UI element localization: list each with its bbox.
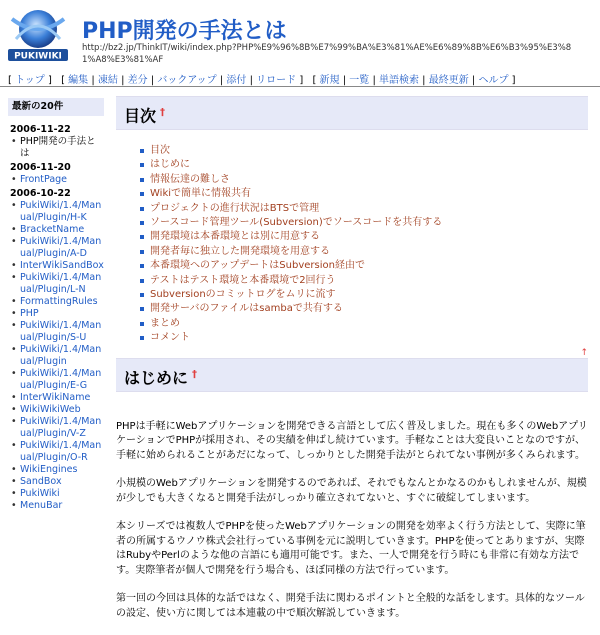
sidebar-item[interactable] <box>8 344 104 368</box>
toc-link[interactable]: はじめに <box>150 159 190 171</box>
toc-link[interactable]: 情報伝達の難しさ <box>150 173 230 185</box>
nav-link-group2-3[interactable]: バックアップ <box>157 75 217 86</box>
section-heading-intro-anchor[interactable]: † <box>192 368 198 380</box>
sidebar-item-link[interactable]: FrontPage <box>20 174 68 185</box>
sidebar-item[interactable] <box>8 236 104 260</box>
nav-link-group2-0[interactable]: 編集 <box>68 75 89 86</box>
sidebar-item-link[interactable]: InterWikiName <box>20 392 91 403</box>
sidebar-item-link[interactable]: PukiWiki/1.4/Manual/Plugin/E-G <box>20 368 102 391</box>
sidebar-item[interactable] <box>8 500 104 512</box>
sidebar-item-link[interactable]: PukiWiki/1.4/Manual/Plugin <box>20 344 102 367</box>
toc-item[interactable] <box>142 187 588 201</box>
pukiwiki-logo[interactable] <box>6 5 70 63</box>
toc-item[interactable] <box>142 302 588 316</box>
sidebar-item[interactable] <box>8 320 104 344</box>
toc-item[interactable] <box>142 274 588 288</box>
sidebar-item[interactable] <box>8 200 104 224</box>
top-arrow-icon[interactable]: ↑ <box>580 347 588 358</box>
sidebar-item-link[interactable]: PukiWiki/1.4/Manual/Plugin/A-D <box>20 236 102 259</box>
sidebar-item[interactable] <box>8 416 104 440</box>
section-heading-intro-text: はじめに <box>124 368 189 388</box>
toc-link[interactable]: 開発者毎に独立した開発環境を用意する <box>150 245 330 257</box>
toc-item[interactable] <box>142 317 588 331</box>
sidebar-item-link[interactable]: PukiWiki/1.4/Manual/Plugin/S-U <box>20 320 102 343</box>
table-of-contents <box>116 144 588 346</box>
sidebar-item[interactable] <box>8 368 104 392</box>
svg-text:PUKIWIKI: PUKIWIKI <box>14 51 62 62</box>
intro-paragraphs <box>116 420 588 622</box>
sidebar-item[interactable] <box>8 392 104 404</box>
toc-link[interactable]: テストはテスト環境と本番環境で2回行う <box>150 274 336 286</box>
toc-link[interactable]: まとめ <box>150 317 180 329</box>
toc-item[interactable] <box>142 230 588 244</box>
toc-heading-text: 目次 <box>124 106 157 126</box>
sidebar-item[interactable] <box>8 440 104 464</box>
nav-link-group3-2[interactable]: 単語検索 <box>379 75 419 86</box>
section-heading-intro <box>116 358 588 392</box>
nav-toolbar <box>8 71 598 86</box>
nav-group-1: [ トップ ] <box>8 75 52 86</box>
toc-link[interactable]: Wikiで簡単に情報共有 <box>150 188 252 200</box>
sidebar-item-link[interactable]: PukiWiki <box>20 488 60 499</box>
main-content <box>116 96 588 635</box>
toc-item[interactable] <box>142 202 588 216</box>
sidebar-date: 2006-11-20 <box>10 162 71 173</box>
toc-link[interactable]: 本番環境へのアップデートはSubversion経由で <box>150 260 365 272</box>
nav-link-group2-4[interactable]: 添付 <box>226 75 247 86</box>
sidebar-item-link[interactable]: InterWikiSandBox <box>20 260 104 271</box>
back-to-top-link[interactable] <box>116 348 588 358</box>
nav-link-group3-4[interactable]: ヘルプ <box>478 75 509 86</box>
header-divider <box>0 86 600 87</box>
toc-item[interactable] <box>142 259 588 273</box>
sidebar-item[interactable] <box>8 404 104 416</box>
sidebar-item-link[interactable]: WikiWikiWeb <box>20 404 81 415</box>
nav-link-group2-2[interactable]: 差分 <box>127 75 148 86</box>
sidebar-date: 2006-10-22 <box>10 188 71 199</box>
page-header <box>0 0 600 68</box>
page-url: http://bz2.jp/ThinkIT/wiki/index.php?PHP%E9%96%8B%E7%99%BA%E3%81%AE%E6%89%8B%E6%B3%95%E3%81%A8%E3%81%AF <box>82 43 572 65</box>
nav-link-group2-1[interactable]: 凍結 <box>97 75 118 86</box>
toc-link[interactable]: コメント <box>150 332 190 344</box>
page-title[interactable]: PHP開発の手法とは <box>82 19 287 44</box>
sidebar-item-current: PHP開発の手法とは <box>20 136 96 159</box>
toc-link[interactable]: Subversionのコミットログをムリに流す <box>150 289 336 301</box>
toc-item[interactable] <box>142 158 588 172</box>
sidebar-item-link[interactable]: PukiWiki/1.4/Manual/Plugin/H-K <box>20 200 102 223</box>
sidebar-item-link[interactable]: SandBox <box>20 476 62 487</box>
sidebar-item[interactable] <box>8 308 104 320</box>
nav-group-2: [ 編集 | 凍結 | 差分 | バックアップ | 添付 | リロード ] <box>61 75 304 86</box>
toc-item[interactable] <box>142 216 588 230</box>
toc-heading <box>116 96 588 130</box>
nav-link-group3-1[interactable]: 一覧 <box>349 75 370 86</box>
sidebar-item-link[interactable]: PukiWiki/1.4/Manual/Plugin/L-N <box>20 272 102 295</box>
sidebar-item-link[interactable]: PukiWiki/1.4/Manual/Plugin/V-Z <box>20 416 102 439</box>
sidebar-item[interactable] <box>8 296 104 308</box>
toc-heading-anchor[interactable]: † <box>160 107 166 118</box>
recent-changes-sidebar <box>8 98 104 512</box>
toc-item[interactable] <box>142 245 588 259</box>
sidebar-item[interactable] <box>8 224 104 236</box>
sidebar-item[interactable] <box>8 476 104 488</box>
nav-group-3: [ 新規 | 一覧 | 単語検索 | 最終更新 | ヘルプ ] <box>312 75 516 86</box>
paragraph: 本シリーズでは複数人でPHPを使ったWebアプリケーションの開発を効率よく行う方法として、実際に筆者の所属するウノウ株式会社行っている事例を元に説明していきます。PHPを使ってとありますが、実際はRubyやPerlのような他の言語にも適用可能です。また、一人で開発を行う時にも非常に有効な方法です。実際筆者が個人で開発を行う場合も、ほぼ同様の方法で行っています。 <box>116 521 586 576</box>
sidebar-item[interactable] <box>8 464 104 476</box>
paragraph: PHPは手軽にWebアプリケーションを開発できる言語として広く普及しました。現在も多くのWebアプリケーションでPHPが採用され、その実績を伸ばし続けています。手軽なことは大変良いことなのですが、手軽に始められることがあだになって、しっかりとした開発手法がとられてない事例が多くみられます。 <box>116 420 588 461</box>
sidebar-item-link[interactable]: PHP <box>20 308 39 319</box>
sidebar-item-link[interactable]: WikiEngines <box>20 464 78 475</box>
nav-link-group1-0[interactable]: トップ <box>15 75 45 86</box>
sidebar-item[interactable] <box>8 488 104 500</box>
toc-link[interactable]: 開発サーバのファイルはsambaで共有する <box>150 303 343 315</box>
paragraph: 第一回の今回は具体的な話ではなく、開発手法に関わるポイントと全般的な話をします。具体的なツールの設定、使い方に関しては本連載の中で順次解説していきます。 <box>116 593 585 619</box>
toc-item[interactable] <box>142 331 588 345</box>
sidebar-item-link[interactable]: PukiWiki/1.4/Manual/Plugin/O-R <box>20 440 102 463</box>
sidebar-item-link[interactable]: MenuBar <box>20 500 63 511</box>
nav-link-group3-3[interactable]: 最終更新 <box>428 75 469 86</box>
toc-link[interactable]: 目次 <box>150 145 170 156</box>
toc-link[interactable]: 開発環境は本番環境とは別に用意する <box>150 231 320 243</box>
sidebar-item[interactable] <box>8 174 104 186</box>
toc-item[interactable] <box>142 144 588 158</box>
sidebar-date: 2006-11-22 <box>10 124 71 135</box>
sidebar-item-link[interactable]: FormattingRules <box>20 296 98 307</box>
toc-link[interactable]: ソースコード管理ツール(Subversion)でソースコードを共有する <box>150 217 443 229</box>
nav-link-group3-0[interactable]: 新規 <box>319 75 340 86</box>
sidebar-list <box>8 174 104 186</box>
toc-item[interactable] <box>142 173 588 187</box>
sidebar-list <box>8 200 104 512</box>
sidebar-item[interactable] <box>8 272 104 296</box>
sidebar-item-link[interactable]: BracketName <box>20 224 85 235</box>
nav-link-group2-5[interactable]: リロード <box>256 75 297 86</box>
sidebar-item[interactable] <box>8 260 104 272</box>
toc-item[interactable] <box>142 288 588 302</box>
sidebar-list <box>8 136 104 160</box>
paragraph: 小規模のWebアプリケーションを開発するのであれば、それでもなんとかなるのかもしれませんが、規模が少しでも大きくなると開発手法がしっかり確立されてないと、すぐに破綻してしまいます。 <box>116 478 587 504</box>
sidebar-item <box>8 136 104 160</box>
sidebar-title: 最新の20件 <box>8 98 104 116</box>
toc-link[interactable]: プロジェクトの進行状況はBTSで管理 <box>150 202 320 214</box>
